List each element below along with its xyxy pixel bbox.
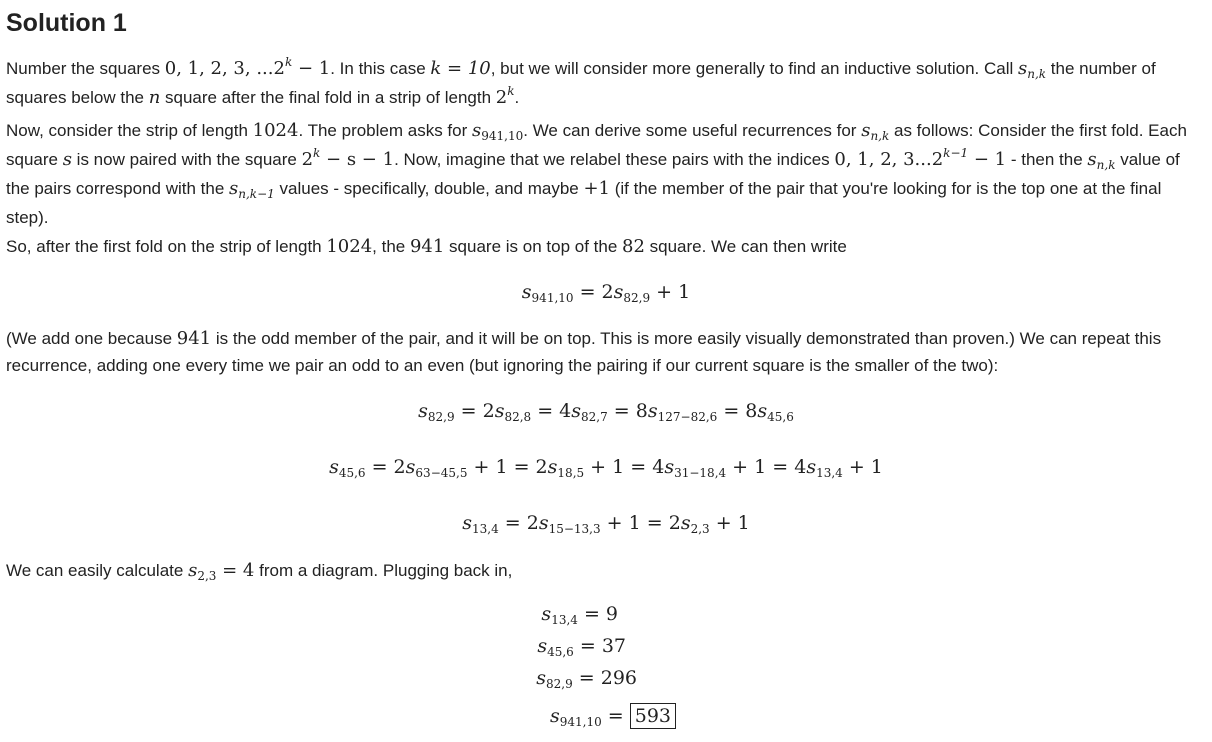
result-row: $s_{45,6} = 37$ — [537, 635, 626, 659]
equation-s82-chain: $s_{82,9} = 2s_{82,8} = 4s_{82,7} = 8s_{127-82,6} = 8s_{45,6}$ — [418, 400, 794, 424]
paragraph-recurrence-setup: Now, consider the strip of length 1024. The problem asks for $s_{941,10}$. We can derive some useful recurrences for $s_{n,k}$ as follows: Consider the first fold. Each square s is now paired with the square $2^k - s - 1$. Now, imagine that we relabel these pairs with the indices 0, 1, 2, $3...2^{k-1} - 1$ - then the $s_{n,k}$ value of the pairs correspond with the $s_{n,k-1}$ values - specifically, double, and maybe +1 (if the member of the pair that you're looking for is the top one at the final step). — [6, 120, 1187, 227]
paragraph-base-case: We can easily calculate $s_{2,3} = 4$ from a diagram. Plugging back in, — [6, 560, 513, 583]
result-row: $s_{82,9} = 296$ — [536, 667, 637, 691]
equation-s941: $s_{941,10} = 2s_{82,9} + 1$ — [521, 281, 691, 305]
equation-s13-chain: $s_{13,4} = 2s_{15-13,3} + 1 = 2s_{2,3} + 1$ — [462, 512, 750, 536]
equation-s45-chain: $s_{45,6} = 2s_{63-45,5} + 1 = 2s_{18,5} + 1 = 4s_{31-18,4} + 1 = 4s_{13,4} + 1$ — [329, 456, 883, 480]
solution-heading: Solution 1 — [6, 9, 127, 37]
paragraph-add-one-explanation: (We add one because 941 is the odd member of the pair, and it will be on top. This is more easily visually demonstrated than proven.) We can repeat this recurrence, adding one every time we pair an odd to an even (but ignoring the pairing if our current square is the smaller of the two): — [6, 328, 1162, 375]
paragraph-first-fold: So, after the first fold on the strip of length 1024, the 941 square is on top of the 82 square. We can then write — [6, 236, 847, 257]
boxed-answer: 593 — [630, 703, 676, 729]
result-row: $s_{13,4} = 9$ — [541, 603, 618, 627]
paragraph-intro: Number the squares 0, 1, 2, 3, $...2^k - 1$. In this case k = 10, but we will consider more generally to find an inductive solution. Call $s_{n,k}$ the number of squares below the n square after the final fold in a strip of length 2$^k$. — [6, 55, 1156, 108]
result-row-final: $s_{941,10} = 593$ — [6, 702, 676, 730]
